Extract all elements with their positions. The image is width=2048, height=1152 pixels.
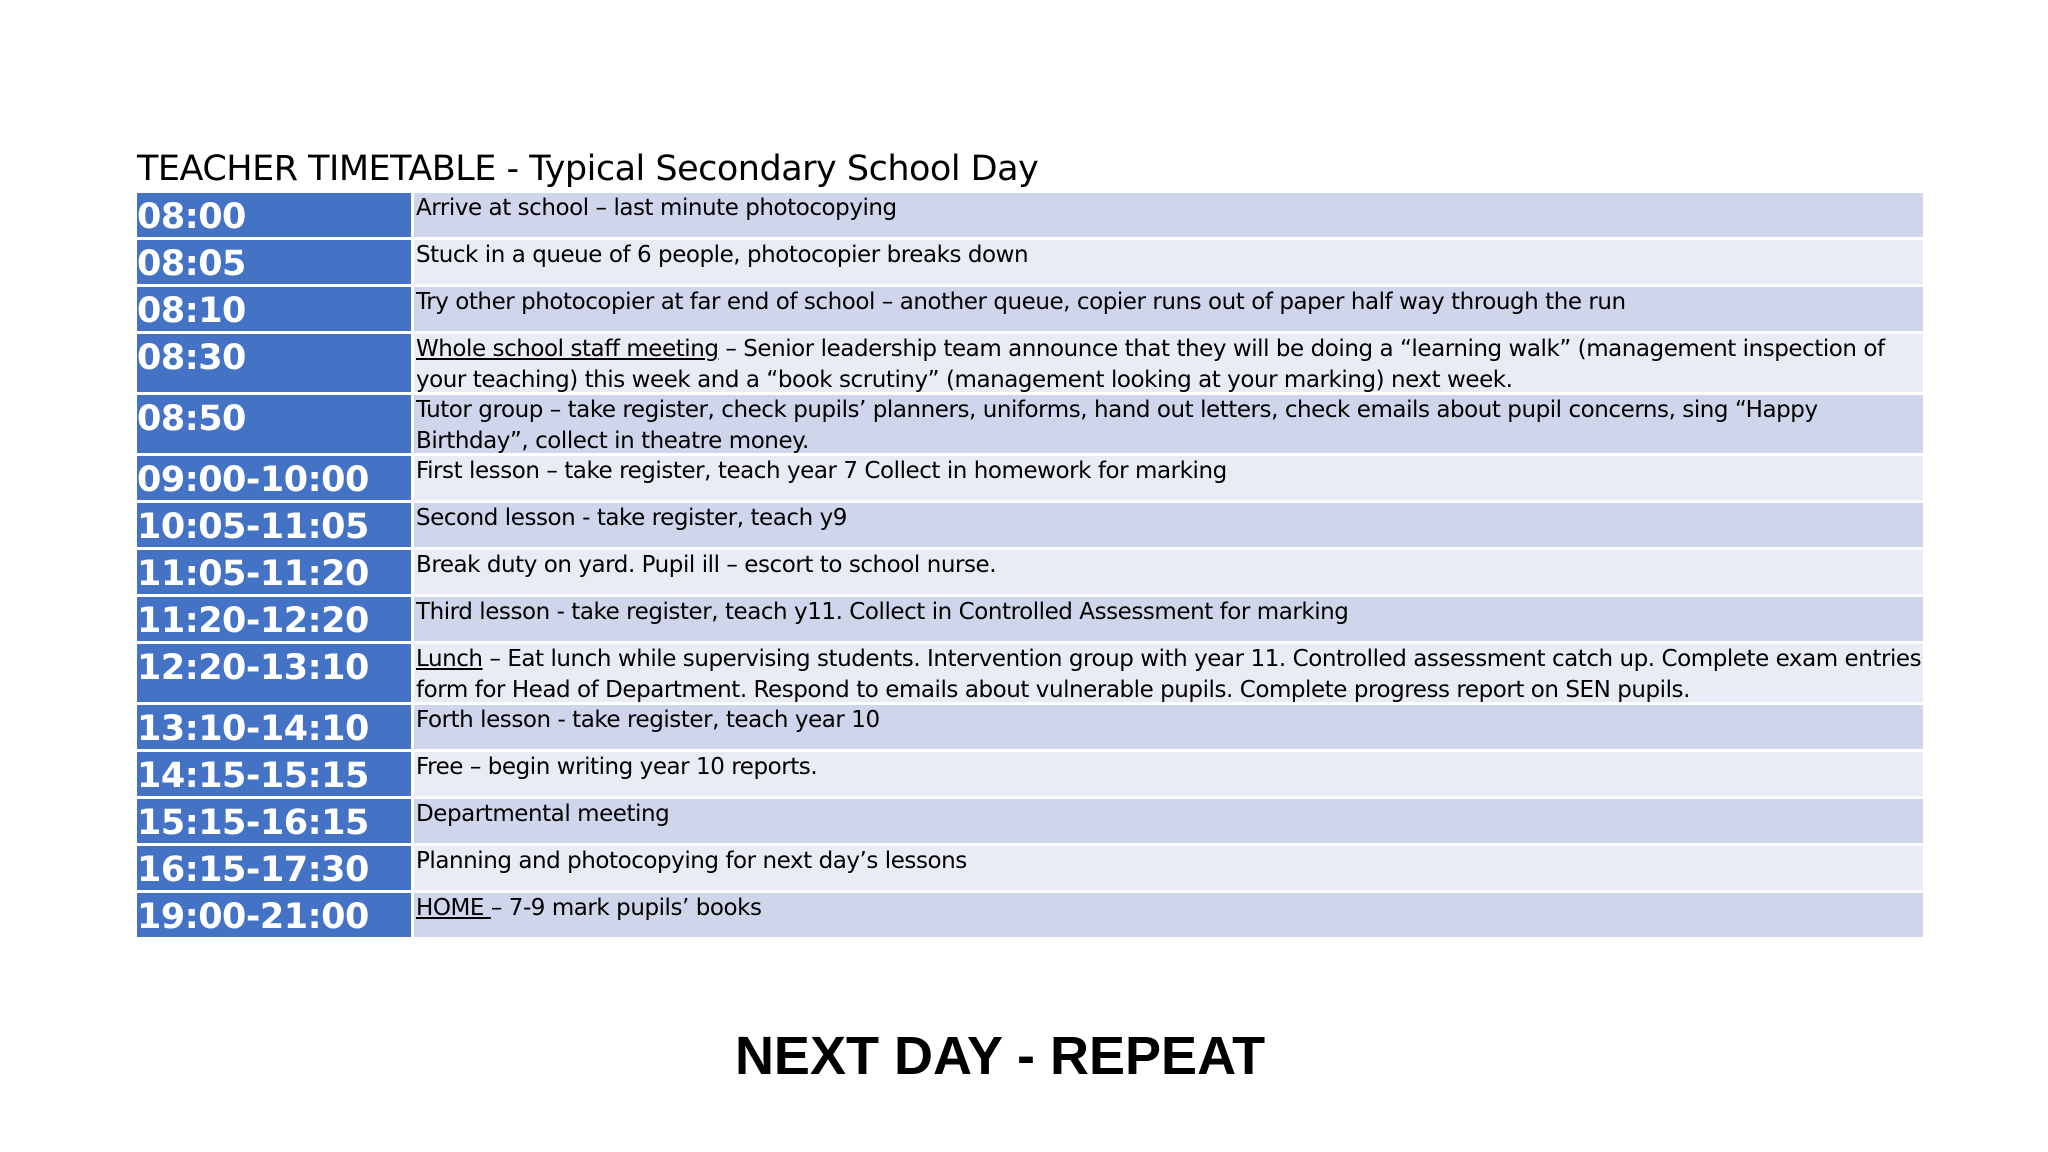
description-text: First lesson – take register, teach year 7 Collect in homework for marking — [416, 458, 1227, 484]
table-row — [137, 456, 1923, 503]
table-row — [137, 705, 1923, 752]
description-cell — [414, 752, 1923, 796]
time-cell: 13:10-14:10 — [137, 705, 414, 749]
description-cell — [414, 193, 1923, 237]
description-cell — [414, 456, 1923, 500]
description-cell — [414, 287, 1923, 331]
description-cell — [414, 893, 1923, 937]
table-row — [137, 193, 1923, 240]
time-cell: 14:15-15:15 — [137, 752, 414, 796]
description-text: Forth lesson - take register, teach year 10 — [416, 707, 880, 733]
description-text: Departmental meeting — [416, 801, 670, 827]
table-row — [137, 240, 1923, 287]
next-day-repeat-text: NEXT DAY - REPEAT — [734, 1026, 1266, 1086]
description-cell — [414, 334, 1923, 392]
description-lead: Lunch — [416, 646, 483, 672]
time-cell: 19:00-21:00 — [137, 893, 414, 937]
description-text: Stuck in a queue of 6 people, photocopier breaks down — [416, 242, 1029, 268]
description-text: Try other photocopier at far end of school – another queue, copier runs out of paper half way through the run — [416, 289, 1626, 315]
description-text: – 7-9 mark pupils’ books — [490, 895, 762, 921]
time-cell: 12:20-13:10 — [137, 644, 414, 702]
description-text: – Eat lunch while supervising students. Intervention group with year 11. Controlled assessment catch up. Complete exam entries form for Head of Department. Respond to emails about vulnerable pupils. Complete progress report on SEN pupils. — [416, 646, 1922, 702]
time-cell: 08:10 — [137, 287, 414, 331]
description-cell — [414, 644, 1923, 702]
table-row — [137, 550, 1923, 597]
time-cell: 08:30 — [137, 334, 414, 392]
description-cell — [414, 597, 1923, 641]
table-row — [137, 799, 1923, 846]
table-row — [137, 334, 1923, 395]
table-row — [137, 503, 1923, 550]
time-cell: 11:05-11:20 — [137, 550, 414, 594]
time-cell: 08:50 — [137, 395, 414, 453]
time-cell: 09:00-10:00 — [137, 456, 414, 500]
description-text: Third lesson - take register, teach y11. Collect in Controlled Assessment for marking — [416, 599, 1349, 625]
description-cell — [414, 705, 1923, 749]
description-lead: HOME — [416, 895, 491, 921]
description-lead: Whole school staff meeting — [416, 336, 719, 362]
time-cell: 11:20-12:20 — [137, 597, 414, 641]
description-cell — [414, 240, 1923, 284]
table-row — [137, 395, 1923, 456]
table-row — [137, 846, 1923, 893]
description-text: Tutor group – take register, check pupils’ planners, uniforms, hand out letters, check emails about pupil concerns, sing “Happy Birthday”, collect in theatre money. — [416, 397, 1818, 453]
timetable-title: TEACHER TIMETABLE - Typical Secondary School Day — [137, 149, 1039, 189]
description-cell — [414, 550, 1923, 594]
description-text: Arrive at school – last minute photocopying — [416, 195, 897, 221]
table-row — [137, 287, 1923, 334]
time-cell: 15:15-16:15 — [137, 799, 414, 843]
description-text: – Senior leadership team announce that they will be doing a “learning walk” (management inspection of your teaching) this week and a “book scrutiny” (management looking at your marking) next week. — [416, 336, 1885, 392]
table-row — [137, 644, 1923, 705]
description-text: Second lesson - take register, teach y9 — [416, 505, 847, 531]
description-text: Planning and photocopying for next day’s lessons — [416, 848, 967, 874]
table-row — [137, 597, 1923, 644]
timetable — [137, 193, 1923, 937]
table-row — [137, 752, 1923, 799]
description-cell — [414, 503, 1923, 547]
description-cell — [414, 846, 1923, 890]
time-cell: 10:05-11:05 — [137, 503, 414, 547]
description-text: Free – begin writing year 10 reports. — [416, 754, 818, 780]
time-cell: 08:05 — [137, 240, 414, 284]
description-cell — [414, 799, 1923, 843]
description-cell — [414, 395, 1923, 453]
description-text: Break duty on yard. Pupil ill – escort to school nurse. — [416, 552, 997, 578]
time-cell: 08:00 — [137, 193, 414, 237]
table-row — [137, 893, 1923, 937]
time-cell: 16:15-17:30 — [137, 846, 414, 890]
